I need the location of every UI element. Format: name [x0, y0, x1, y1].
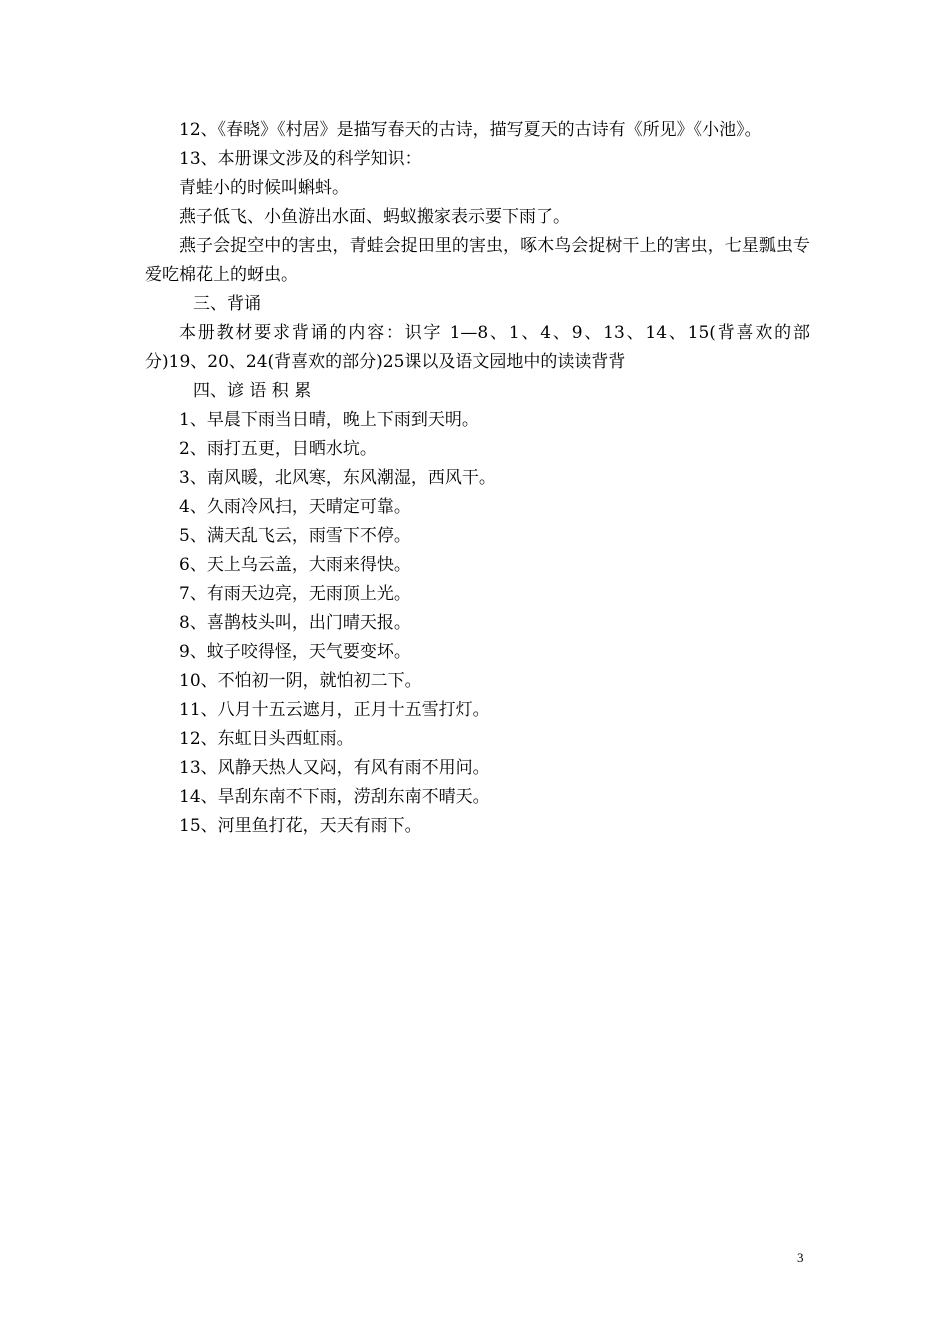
list-item: 1、早晨下雨当日晴，晚上下雨到天明。: [179, 410, 479, 430]
list-item: 12、东虹日头西虹雨。: [179, 729, 354, 749]
paragraph-item-13: 13、本册课文涉及的科学知识：: [179, 149, 422, 169]
list-item: 15、河里鱼打花，天天有雨下。: [179, 816, 422, 836]
paragraph-pest-catchers: 燕子会捉空中的害虫，青蛙会捉田里的害虫，啄木鸟会捉树干上的害虫，七星瓢虫专爱吃棉花上的蚜虫。: [145, 236, 810, 285]
list-item: 2、雨打五更，日晒水坑。: [179, 439, 377, 459]
paragraph-recitation: 本册教材要求背诵的内容：识字 1—8、1、4、9、13、14、15(背喜欢的部分)19、20、24(背喜欢的部分)25课以及语文园地中的读读背背: [145, 323, 810, 372]
list-item: 10、不怕初一阴，就怕初二下。: [179, 671, 422, 691]
list-item: 3、南风暖，北风寒，东风潮湿，西风干。: [179, 468, 496, 488]
paragraph-tadpole: 青蛙小的时候叫蝌蚪。: [179, 178, 349, 198]
page-content: [145, 116, 810, 841]
list-item: 5、满天乱飞云，雨雪下不停。: [179, 526, 411, 546]
paragraph-rain-signs: 燕子低飞、小鱼游出水面、蚂蚁搬家表示要下雨了。: [179, 207, 570, 227]
list-item: 6、天上乌云盖，大雨来得快。: [179, 555, 411, 575]
section-heading-proverbs: 四、谚 语 积 累: [193, 381, 312, 401]
list-item: 9、蚊子咬得怪，天气要变坏。: [179, 642, 411, 662]
proverb-list: [145, 406, 810, 841]
list-item: 7、有雨天边亮，无雨顶上光。: [179, 584, 411, 604]
list-item: 8、喜鹊枝头叫，出门晴天报。: [179, 613, 411, 633]
list-item: 13、风静天热人又闷，有风有雨不用问。: [179, 758, 490, 778]
list-item: 4、久雨冷风扫，天晴定可靠。: [179, 497, 411, 517]
list-item: 14、旱刮东南不下雨，涝刮东南不晴天。: [179, 787, 490, 807]
section-heading-recitation: 三、背诵: [193, 294, 261, 314]
paragraph-item-12: 12、《春晓》《村居》是描写春天的古诗，描写夏天的古诗有《所见》《小池》。: [179, 120, 762, 140]
page-number: 3: [797, 1250, 804, 1265]
list-item: 11、八月十五云遮月，正月十五雪打灯。: [179, 700, 490, 720]
